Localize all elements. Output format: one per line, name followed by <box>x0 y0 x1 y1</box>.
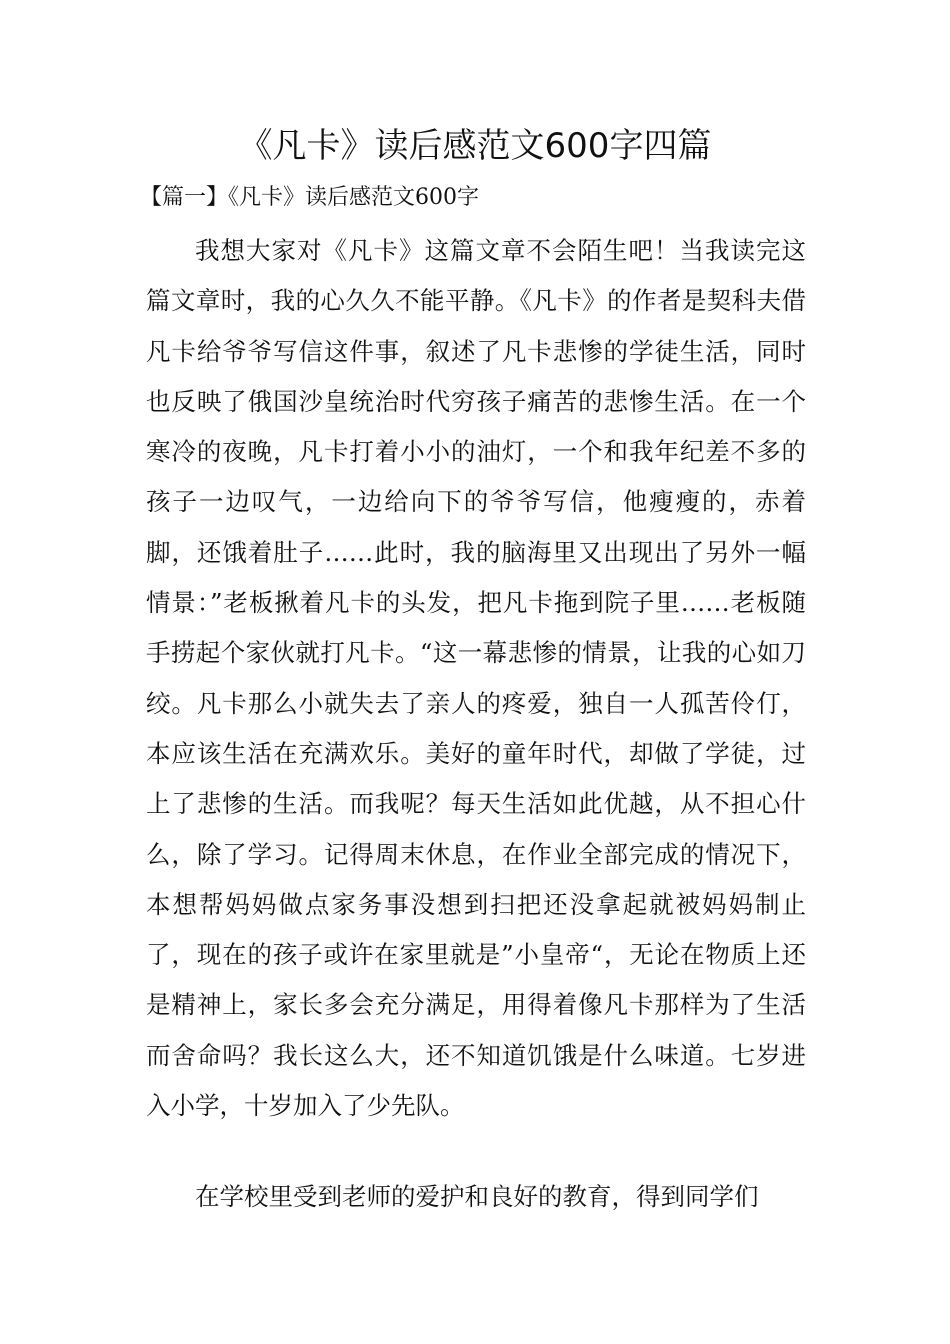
document-title: 《凡卡》读后感范文600字四篇 <box>238 126 712 166</box>
section-heading: 【篇一】《凡卡》读后感范文600字 <box>140 185 479 210</box>
body-paragraph: 我想大家对《凡卡》这篇文章不会陌生吧！当我读完这篇文章时，我的心久久不能平静。《凡卡》的作者是契科夫借凡卡给爷爷写信这件事，叙述了凡卡悲惨的学徒生活，同时也反映了俄国沙皇统治时代穷孩子痛苦的悲惨生活。在一个寒冷的夜晚，凡卡打着小小的油灯，一个和我年纪差不多的孩子一边叹气，一边给向下的爷爷写信，他瘦瘦的，赤着脚，还饿着肚子……此时，我的脑海里又出现出了另外一幅情景：”老板揪着凡卡的头发，把凡卡拖到院子里……老板随手捞起个家伙就打凡卡。“这一幕悲惨的情景，让我的心如刀绞。凡卡那么小就失去了亲人的疼爱，独自一人孤苦伶仃，本应该生活在充满欢乐。美好的童年时代，却做了学徒，过上了悲惨的生活。而我呢？每天生活如此优越，从不担心什么，除了学习。记得周末休息，在作业全部完成的情况下，本想帮妈妈做点家务事没想到扫把还没拿起就被妈妈制止了，现在的孩子或许在家里就是”小皇帝“，无论在物质上还是精神上，家长多会充分满足，用得着像凡卡那样为了生活而舍命吗？我长这么大，还不知道饥饿是什么味道。七岁进入小学，十岁加入了少先队。 <box>146 236 806 1121</box>
body-paragraph: 在学校里受到老师的爱护和良好的教育，得到同学们 <box>195 1182 759 1211</box>
